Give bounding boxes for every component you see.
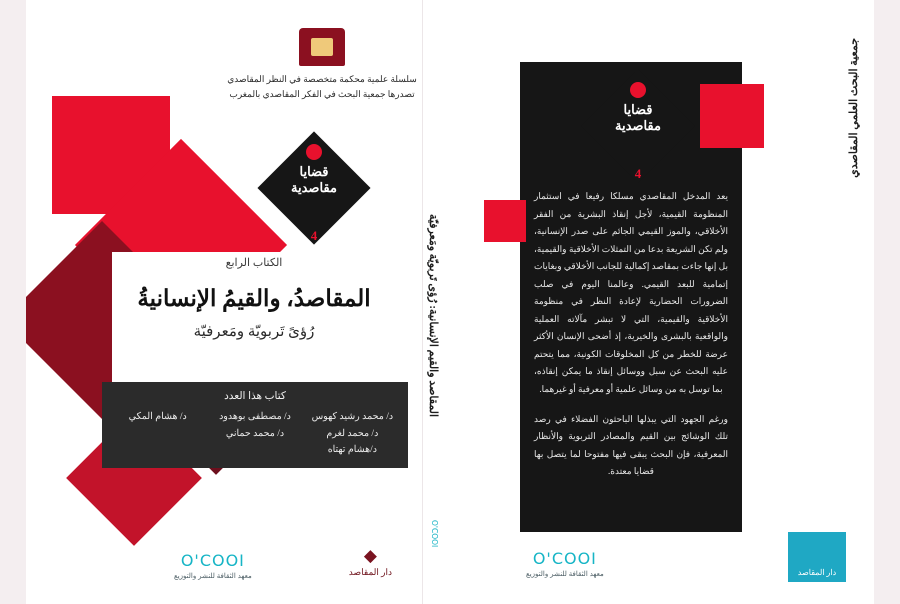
author-name: د/ هشام المكي: [128, 412, 187, 422]
logo-label-line2: مقاصدية: [615, 118, 661, 134]
authors-column-1: [307, 409, 398, 459]
issue-number-front: 4: [634, 166, 642, 181]
book-subtitle: رُؤىً تَربويّة ومَعرفيّة: [193, 324, 315, 341]
left-page-shade: [0, 0, 26, 604]
author-name: د/ مصطفى بوهدود: [219, 412, 291, 422]
back-cover: [26, 0, 422, 604]
logo-label-line1: قضايا: [623, 102, 653, 117]
series-line-2: تصدرها جمعية البحث في الفكر المقاصدي بالمغرب: [229, 89, 415, 100]
red-dot-icon: [306, 144, 322, 160]
authors-heading: كتاب هذا العدد: [224, 391, 286, 402]
book-number: الكتاب الرابع: [225, 257, 283, 269]
red-dot-icon: [630, 82, 646, 98]
publisher-name: دار المقاصد: [348, 567, 392, 577]
decor-red-block-front-2: [484, 200, 526, 242]
authors-column-2: [209, 409, 300, 459]
publisher-logo-back: [349, 547, 392, 578]
series-line-1: سلسلة علمية محكمة متخصصة في النظر المقاصدي: [227, 74, 417, 84]
publisher-mark-icon: ◆: [363, 546, 377, 565]
front-blurb: [534, 188, 728, 493]
blurb-paragraph-1: يعد المدخل المقاصدي مسلكا رفيعا في استثمار المنظومة القيمية، لأجل إنقاذ البشرية من الفقر الأخلاقي، والموز القيمي الجائم على صدر الإنسانية، ولم تكن الشريعة بدعا من التمثلات الأخلاقية والقيمية، بل إنها جاءت بمقاصد إكمالية للجانب الأخلاقي وبغايات إتمامية للبعد القيمي. وعالمنا اليوم في صلب الضرورات الحضارية لإعادة النظر في منظومة الأخلاقية والقيمية، التي لا تبشر مآلاته العملية والواقعية بالبشرى والخيرية، إذ أضحى الإنسان الأكثر عرضة للخطر من كل المخلوقات الكونية، مما يتحتم عليه البحث عن سبل ووسائل إنقاذ ما يمكن إنقاذه، بما توسل به من وسائل علمية أو معرفية أو غيرهما.: [533, 191, 728, 395]
diamond-logo-label: [586, 102, 690, 135]
blurb-paragraph-2: ورغم الجهود التي يبذلها الباحثون الفضلاء في رصد تلك الوشائج بين القيم والمصادر التربوية والأنظار المعرفية، فإن البحث يبقى فيها مفتوحا لما يتصل بها قضايا معتدة.: [534, 413, 728, 477]
author-name: د/ محمد حماني: [225, 428, 285, 439]
association-name-vertical: [842, 38, 860, 178]
decor-red-block-front-1: [700, 84, 764, 148]
authors-column-3: [112, 409, 203, 459]
publisher-badge-front: [788, 532, 846, 582]
institute-logo-front: [526, 551, 604, 578]
issue-number-back: 4: [310, 228, 318, 243]
right-page-shade: [874, 0, 900, 604]
author-name: د/ محمد رشيد كهوس: [311, 412, 394, 422]
back-title-block: [104, 256, 404, 341]
book-spine: [422, 0, 450, 604]
authors-panel: [102, 382, 408, 468]
series-diamond-logo-back: [262, 136, 366, 243]
spine-title: المقاصد والقيم الإنسانية: رُؤى تَربويّة ومَعرفيّة: [427, 214, 439, 418]
institute-logo-back: [174, 553, 252, 580]
logo-label-line1: قضايا: [299, 164, 329, 179]
publisher-badge-label: دار المقاصد: [797, 568, 837, 577]
institute-subtitle: معهد الثقافة للنشر والتوزيع: [526, 571, 604, 578]
author-name: د/هشام تهتاه: [327, 445, 377, 456]
book-title: المقاصدُ، والقيمُ الإنسانيةُ: [137, 286, 371, 311]
authors-columns: [112, 409, 398, 459]
institute-mark: O'COOI: [180, 551, 245, 570]
series-diamond-logo-front: [586, 74, 690, 181]
institute-subtitle: معهد الثقافة للنشر والتوزيع: [174, 573, 252, 580]
logo-label-line2: مقاصدية: [291, 180, 337, 196]
association-emblem-icon: [299, 28, 345, 66]
diamond-logo-label: [262, 164, 366, 197]
institute-mark: O'COOI: [532, 549, 597, 568]
front-cover: [448, 0, 874, 604]
spine-publisher: O'COOI: [430, 520, 439, 548]
association-name: جمعية البحث العلمي المقاصدي: [848, 38, 860, 178]
series-header: [222, 28, 422, 103]
author-name: د/ محمد لغرم: [326, 428, 379, 439]
